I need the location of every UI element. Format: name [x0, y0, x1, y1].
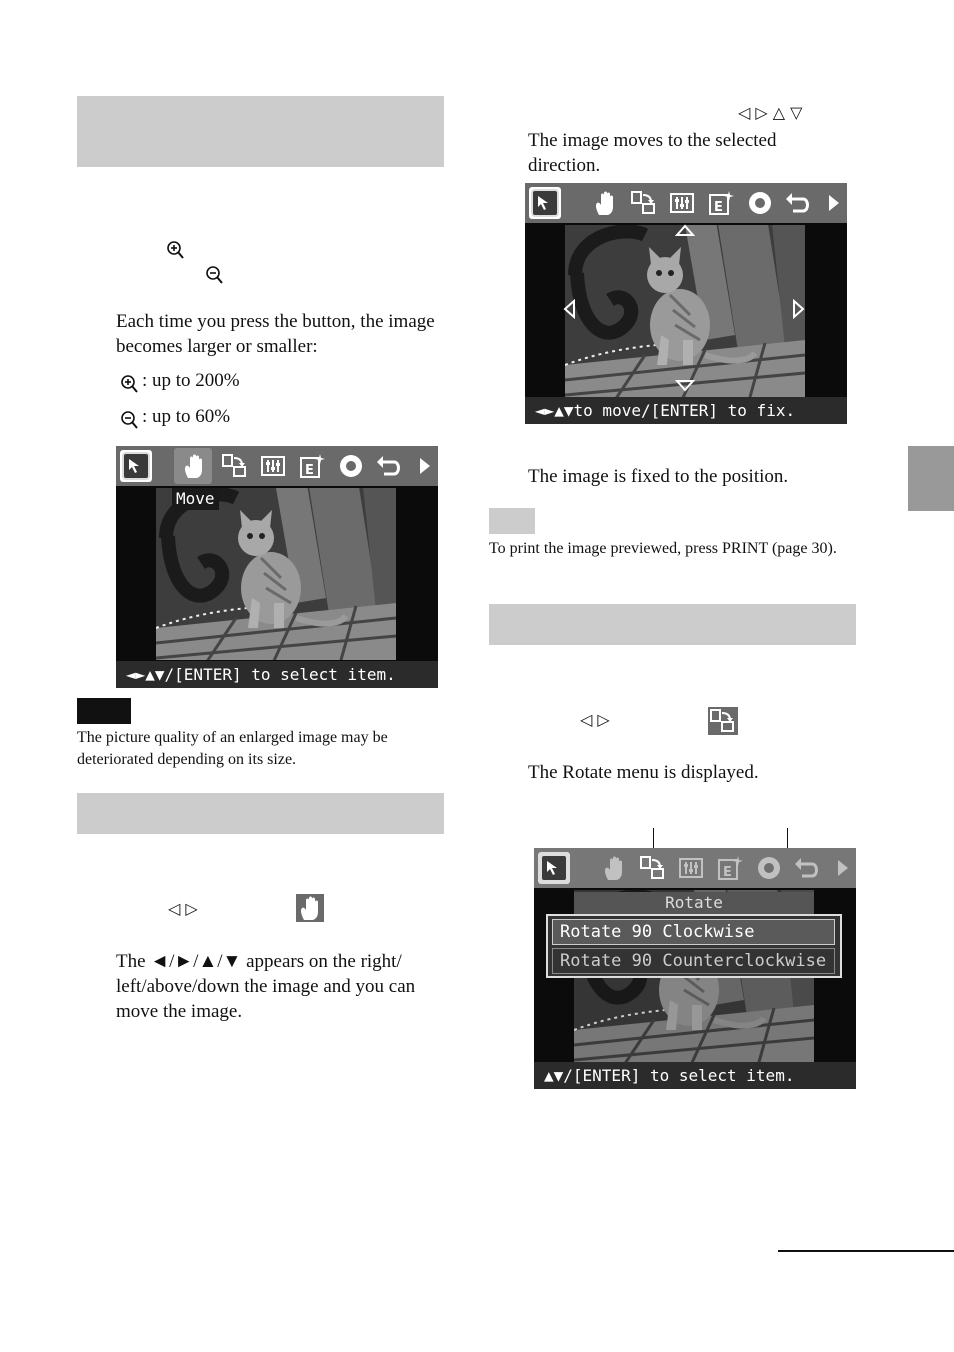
- left-arrow-icon: [563, 299, 575, 319]
- preview-photo: [565, 225, 805, 397]
- menu-option-counterclockwise[interactable]: Rotate 90 Counterclockwise: [552, 948, 835, 974]
- rotate-icon[interactable]: [638, 854, 666, 882]
- edit-toolbar: [116, 446, 438, 486]
- adjust-icon[interactable]: [677, 854, 705, 882]
- red-eye-icon[interactable]: [337, 452, 365, 480]
- status-bar: ◄►▲▼to move/[ENTER] to fix.: [525, 397, 847, 424]
- red-eye-icon[interactable]: [755, 854, 783, 882]
- pointer-icon[interactable]: [540, 854, 568, 882]
- effect-icon[interactable]: [707, 189, 735, 217]
- section-header-bar-move: [77, 793, 444, 834]
- rotate-menu: [546, 914, 842, 978]
- zoom-in-icon: [166, 240, 186, 260]
- undo-icon[interactable]: [783, 189, 811, 217]
- zoom-in-icon: [120, 374, 140, 394]
- rotate-menu-title: Rotate: [574, 892, 814, 914]
- lcd-screen-move-menu: [116, 446, 438, 688]
- next-arrow-icon[interactable]: [821, 189, 847, 217]
- rotate-description: The Rotate menu is displayed.: [528, 762, 759, 783]
- rotate-icon[interactable]: [629, 189, 657, 217]
- hand-move-icon[interactable]: [600, 854, 628, 882]
- next-arrow-icon[interactable]: [412, 452, 438, 480]
- effect-icon[interactable]: [716, 854, 744, 882]
- right-arrow-icon: [793, 299, 805, 319]
- footer-rule: [778, 1250, 954, 1252]
- moves-description: The image moves to the selected direction.: [528, 130, 777, 176]
- red-eye-icon[interactable]: [746, 189, 774, 217]
- status-bar: ◄►▲▼/[ENTER] to select item.: [116, 661, 438, 688]
- hand-move-icon: [296, 894, 324, 922]
- pointer-icon[interactable]: [122, 452, 150, 480]
- fixed-description: The image is fixed to the position.: [528, 466, 789, 487]
- tip-tag: [489, 508, 535, 534]
- effect-icon[interactable]: [298, 452, 326, 480]
- lcd-screen-rotate-menu: [534, 848, 856, 1089]
- move-description: The ◄/►/▲/▼ appears on the right/ left/above/down the image and you can move the image.: [116, 951, 416, 1022]
- zoom-in-range: : up to 200%: [142, 370, 240, 391]
- note-text: The picture quality of an enlarged image may be deteriorated depending on its size.: [77, 729, 388, 768]
- left-right-arrows-icon: ◁ ▷: [168, 899, 198, 918]
- preview-photo: [156, 488, 396, 660]
- chapter-side-tab: [908, 446, 954, 511]
- undo-icon[interactable]: [374, 452, 402, 480]
- edit-toolbar: [534, 848, 856, 888]
- zoom-out-icon: [205, 265, 225, 285]
- down-arrow-icon: [675, 380, 695, 392]
- zoom-description: Each time you press the button, the image becomes larger or smaller:: [116, 311, 435, 357]
- zoom-out-icon: [120, 410, 140, 430]
- hand-move-icon[interactable]: [591, 189, 619, 217]
- section-header-bar-top: [77, 96, 444, 167]
- lcd-screen-move-active: [525, 183, 847, 424]
- move-tooltip: Move: [172, 488, 219, 510]
- menu-option-clockwise[interactable]: Rotate 90 Clockwise: [552, 919, 835, 945]
- note-tag: [77, 698, 131, 724]
- pointer-icon[interactable]: [531, 189, 559, 217]
- up-arrow-icon: [675, 224, 695, 236]
- tip-text: To print the image previewed, press PRINT (page 30).: [489, 540, 837, 557]
- rotate-icon[interactable]: [220, 452, 248, 480]
- undo-icon[interactable]: [792, 854, 820, 882]
- status-bar: ▲▼/[ENTER] to select item.: [534, 1062, 856, 1089]
- adjust-icon[interactable]: [668, 189, 696, 217]
- section-header-bar-rotate: [489, 604, 856, 645]
- hand-move-icon[interactable]: [180, 452, 208, 480]
- edit-toolbar: [525, 183, 847, 223]
- rotate-icon: [708, 707, 738, 735]
- next-arrow-icon[interactable]: [830, 854, 856, 882]
- adjust-icon[interactable]: [259, 452, 287, 480]
- direction-arrows-icon: ◁ ▷ △ ▽: [738, 103, 803, 122]
- zoom-out-range: : up to 60%: [142, 406, 231, 427]
- left-right-arrows-icon: ◁ ▷: [580, 710, 610, 729]
